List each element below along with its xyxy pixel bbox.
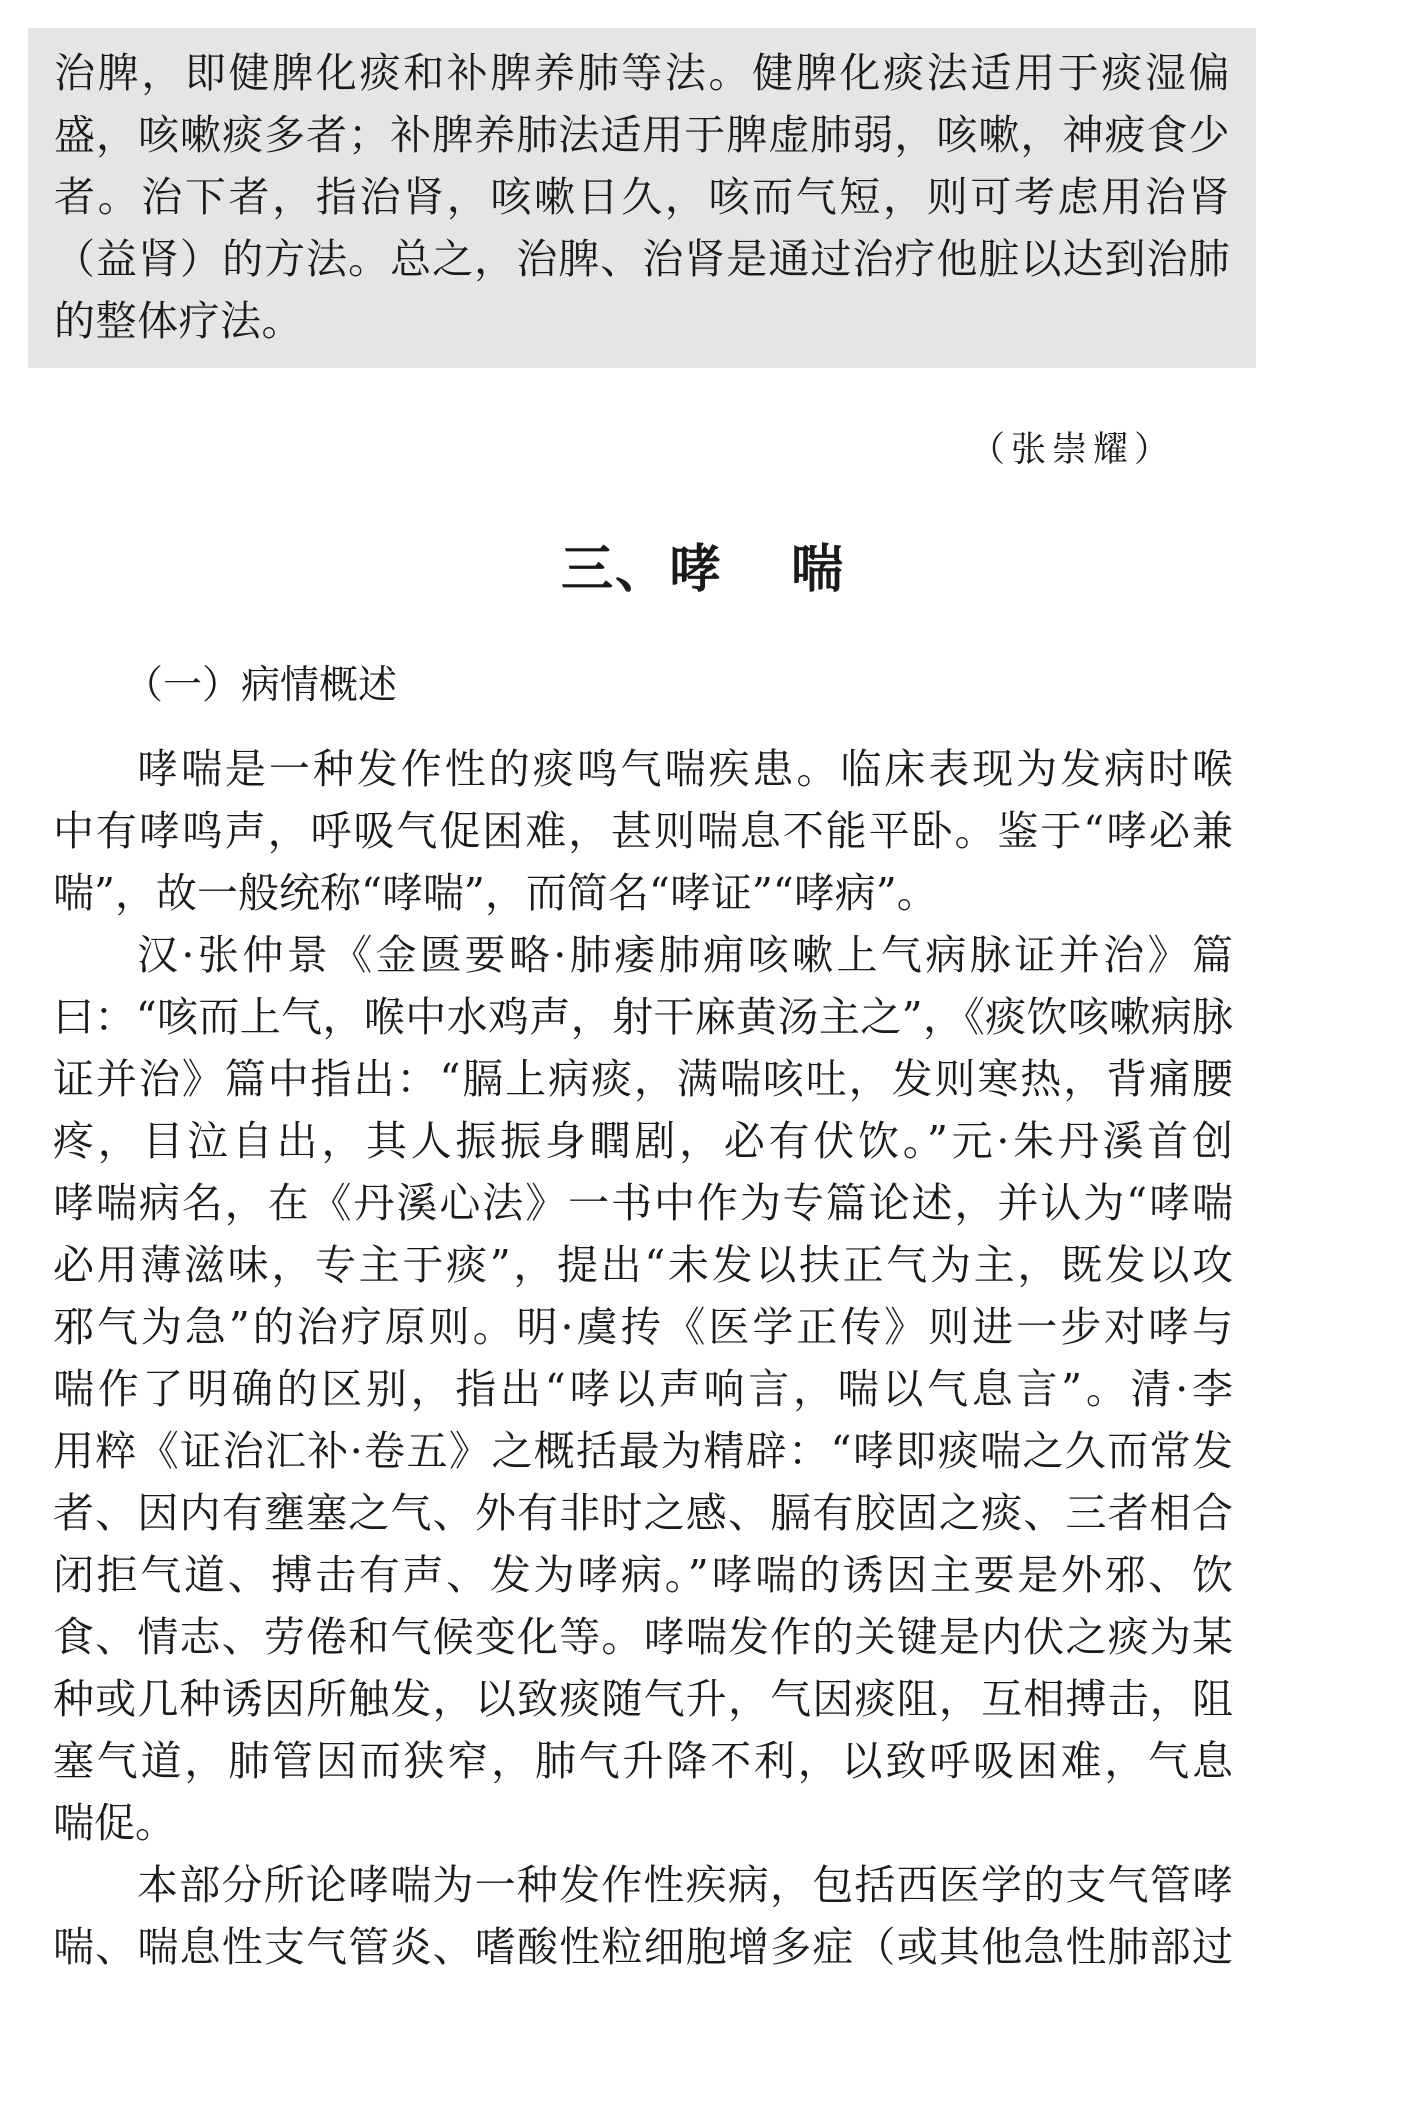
note-line: 盛，咳嗽痰多者；补脾养肺法适用于脾虚肺弱，咳嗽，神疲食少 bbox=[54, 111, 1230, 159]
paragraph-line: 喘作了明确的区别，指出“哮以声响言，喘以气息言”。清·李 bbox=[53, 1365, 1233, 1413]
paragraph-line: 汉·张仲景《金匮要略·肺痿肺痈咳嗽上气病脉证并治》篇 bbox=[137, 931, 1233, 979]
note-line: 治脾，即健脾化痰和补脾养肺等法。健脾化痰法适用于痰湿偏 bbox=[54, 49, 1230, 97]
note-line: 的整体疗法。 bbox=[54, 297, 303, 345]
paragraph-line: 喘”，故一般统称“哮喘”，而简名“哮证”“哮病”。 bbox=[53, 869, 938, 917]
note-line: 者。治下者，指治肾，咳嗽日久，咳而气短，则可考虑用治肾 bbox=[54, 173, 1230, 221]
shaded-note-box bbox=[28, 28, 1256, 368]
paragraph-line: 疼，目泣自出，其人振振身瞤剧，必有伏饮。”元·朱丹溪首创 bbox=[53, 1117, 1233, 1165]
section-title-number: 三、哮 bbox=[560, 540, 723, 600]
paragraph-line: 种或几种诱因所触发，以致痰随气升，气因痰阻，互相搏击，阻 bbox=[53, 1675, 1233, 1723]
paragraph-line: 塞气道，肺管因而狭窄，肺气升降不利，以致呼吸困难，气息 bbox=[53, 1737, 1233, 1785]
paragraph-line: 必用薄滋味，专主于痰”，提出“未发以扶正气为主，既发以攻 bbox=[53, 1241, 1233, 1289]
note-line: （益肾）的方法。总之，治脾、治肾是通过治疗他脏以达到治肺 bbox=[54, 235, 1230, 283]
paragraph-line: 喘、喘息性支气管炎、嗜酸性粒细胞增多症（或其他急性肺部过 bbox=[53, 1923, 1233, 1971]
section-title bbox=[0, 527, 1406, 602]
paragraph-line: 哮喘是一种发作性的痰鸣气喘疾患。临床表现为发病时喉 bbox=[137, 745, 1233, 793]
body-text bbox=[53, 738, 1233, 1978]
paragraph-line: 邪气为急”的治疗原则。明·虞抟《医学正传》则进一步对哮与 bbox=[53, 1303, 1233, 1351]
paragraph-line: 用粹《证治汇补·卷五》之概括最为精辟：“哮即痰喘之久而常发 bbox=[53, 1427, 1233, 1475]
author-attribution: （张崇耀） bbox=[970, 430, 1176, 470]
paragraph-line: 证并治》篇中指出：“膈上病痰，满喘咳吐，发则寒热，背痛腰 bbox=[53, 1055, 1233, 1103]
paragraph-line: 者、因内有壅塞之气、外有非时之感、膈有胶固之痰、三者相合 bbox=[53, 1489, 1233, 1537]
section-title-name: 喘 bbox=[791, 540, 846, 600]
paragraph-line: 本部分所论哮喘为一种发作性疾病，包括西医学的支气管哮 bbox=[137, 1861, 1233, 1909]
subheading: （一）病情概述 bbox=[124, 663, 398, 708]
paragraph-line: 哮喘病名，在《丹溪心法》一书中作为专篇论述，并认为“哮喘 bbox=[53, 1179, 1233, 1227]
paragraph-line: 曰：“咳而上气，喉中水鸡声，射干麻黄汤主之”，《痰饮咳嗽病脉 bbox=[53, 993, 1233, 1041]
paragraph-line: 喘促。 bbox=[53, 1799, 176, 1847]
paragraph-line: 食、情志、劳倦和气候变化等。哮喘发作的关键是内伏之痰为某 bbox=[53, 1613, 1233, 1661]
paragraph-line: 中有哮鸣声，呼吸气促困难，甚则喘息不能平卧。鉴于“哮必兼 bbox=[53, 807, 1233, 855]
paragraph-line: 闭拒气道、搏击有声、发为哮病。”哮喘的诱因主要是外邪、饮 bbox=[53, 1551, 1233, 1599]
